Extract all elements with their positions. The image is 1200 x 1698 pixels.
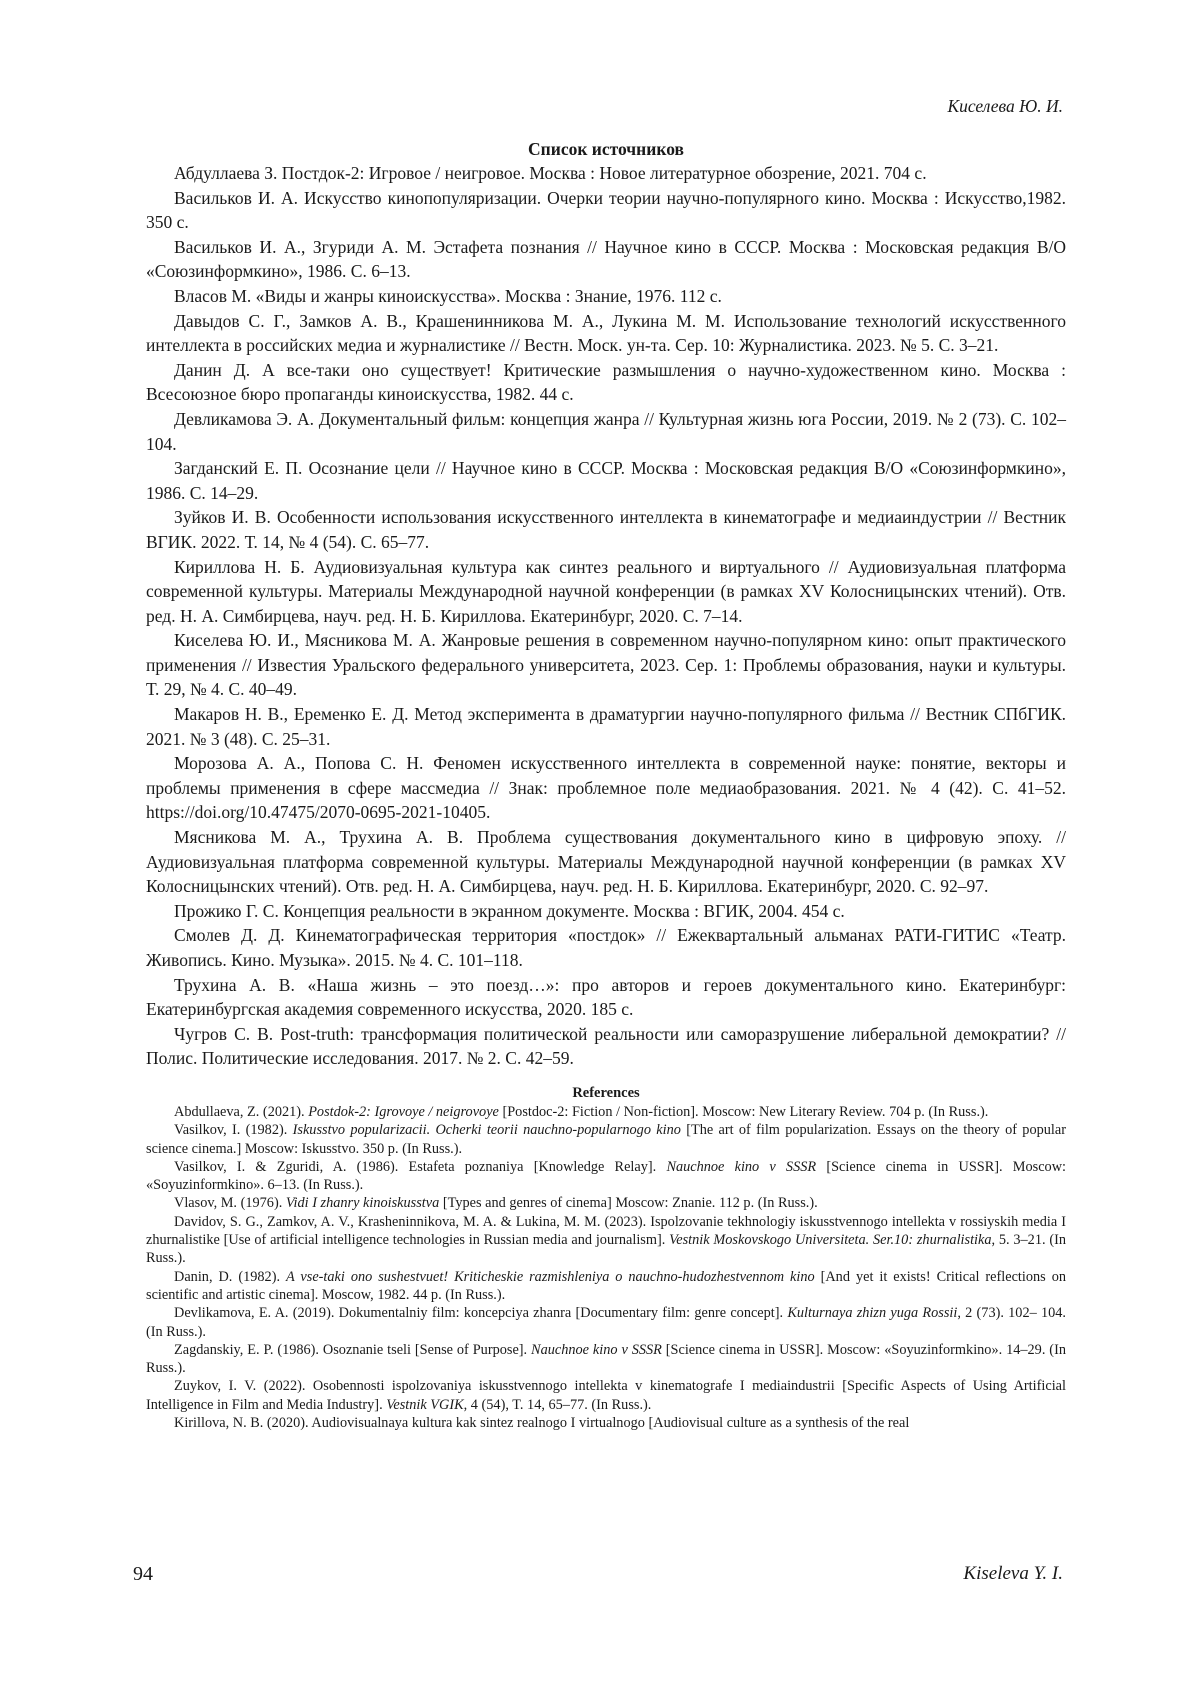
- reference-text-tail: [Science cinema in USSR]. Moscow: «Soyuzinformkino». 14–29. (In Russ.).: [146, 1341, 1066, 1377]
- reference-title-italic: Vestnik VGIK: [386, 1396, 464, 1413]
- page-body: [146, 138, 1066, 1432]
- reference-entry: [146, 1194, 1066, 1212]
- reference-text-tail: , 5. 3–21. (In Russ.).: [146, 1232, 1066, 1267]
- reference-text: Zuykov, I. V. (2022). Osobennosti ispolzovaniya iskusstvennogo intellekta v kinematografe I mediaindustrii [Specific Aspects of Using Artificial Intelligence in Film and Media Industry].: [146, 1378, 1066, 1413]
- reference-text-tail: , 4 (54), T. 14, 65–77. (In Russ.).: [463, 1396, 652, 1413]
- source-entry: Давыдов С. Г., Замков А. В., Крашенинникова М. А., Лукина М. М. Использование технологий искусственного интеллекта в российских медиа и журналистике // Вестн. Моск. ун-та. Сер. 10: Журналистика. 2023. № 5. С. 3–21.: [146, 310, 1066, 356]
- reference-entry: [146, 1304, 1066, 1341]
- reference-title-italic: Kulturnaya zhizn yuga Rossii: [787, 1305, 958, 1322]
- source-entry: Загданский Е. П. Осознание цели // Научное кино в СССР. Москва : Московская редакция В/О «Союзинформкино», 1986. С. 14–29.: [146, 458, 1066, 503]
- reference-text-tail: [Postdoc-2: Fiction / Non-fiction]. Moscow: New Literary Review. 704 p. (In Russ.).: [498, 1103, 989, 1120]
- reference-text-tail: [The art of film popularization. Essays on the theory of popular science cinema.] Moscow: Iskusstvo. 350 p. (In Russ.).: [146, 1122, 1066, 1157]
- reference-text: Zagdanskiy, E. P. (1986). Osoznanie tseli [Sense of Purpose].: [174, 1341, 532, 1358]
- reference-text-tail: [And yet it exists! Critical reflections on scientific and artistic cinema]. Moscow, 1982. 44 p. (In Russ.).: [146, 1268, 1066, 1303]
- reference-text-tail: [Types and genres of cinema] Moscow: Znanie. 112 p. (In Russ.).: [439, 1195, 818, 1212]
- reference-title-italic: Vidi I zhanry kinoiskusstva: [285, 1195, 440, 1212]
- source-entry: Васильков И. А. Искусство кинопопуляризации. Очерки теории научно-популярного кино. Москва : Искусство,1982. 350 с.: [146, 187, 1066, 233]
- reference-text: Abdullaeva, Z. (2021).: [174, 1103, 309, 1120]
- reference-title-italic: Iskusstvo popularizacii. Ocherki teorii nauchno-popularnogo kino: [292, 1122, 681, 1139]
- reference-entry: [146, 1268, 1066, 1305]
- reference-text: Davidov, S. G., Zamkov, A. V., Krasheninnikova, M. A. & Lukina, M. M. (2023). Ispolzovanie tekhnologiy iskusstvennogo intellekta v rossiyskih media I zhurnalistike [Use of artificial intelligence technologies in Russian media and journalism].: [146, 1213, 1066, 1249]
- reference-title-italic: Postdok-2: Igrovoye / neigrovoye: [308, 1103, 499, 1120]
- source-entry: Смолев Д. Д. Кинематографическая территория «постдок» // Ежеквартальный альманах РАТИ-ГИТИС «Театр. Живопись. Кино. Музыка». 2015. № 4. С. 101–118.: [146, 925, 1066, 970]
- reference-text: Devlikamova, E. A. (2019). Dokumentalniy film: koncepciya zhanra [Documentary film: genre concept].: [174, 1305, 788, 1322]
- source-entry: Абдуллаева З. Постдок-2: Игровое / неигровое. Москва : Новое литературное обозрение, 2021. 704 с.: [174, 163, 927, 183]
- footer-author: Kiseleva Y. I.: [963, 1563, 1063, 1584]
- reference-entry: [146, 1414, 1066, 1432]
- source-entry: Васильков И. А., Згуриди А. М. Эстафета познания // Научное кино в СССР. Москва : Московская редакция В/О «Союзинформкино», 1986. С. 6–13.: [146, 236, 1066, 282]
- references-title: References: [572, 1084, 640, 1101]
- sources-title: Список источников: [528, 139, 684, 159]
- reference-text: Danin, D. (1982).: [174, 1268, 286, 1285]
- source-entry: Мясникова М. А., Трухина А. В. Проблема существования документального кино в цифровую эпоху. // Аудиовизуальная платформа современной культуры. Материалы Международной научной конференции (в рамках XV Колосницынских чтений). Отв. ред. Н. А. Симбирцева, науч. ред. Н. Б. Кириллова. Екатеринбург, 2020. С. 92–97.: [146, 827, 1066, 897]
- reference-text: Vlasov, M. (1976).: [174, 1195, 286, 1212]
- reference-entry: [146, 1377, 1066, 1414]
- running-head: Киселева Ю. И.: [947, 96, 1063, 116]
- reference-title-italic: Vestnik Moskovskogo Universiteta. Ser.10: zhurnalistika: [669, 1232, 992, 1249]
- reference-text-tail: , 2 (73). 102– 104. (In Russ.).: [146, 1305, 1067, 1340]
- reference-entry: [146, 1213, 1066, 1268]
- reference-entry: [146, 1121, 1066, 1158]
- references-list: [146, 1103, 1066, 1432]
- source-entry: Данин Д. А все-таки оно существует! Критические размышления о научно-художественном кино. Москва : Всесоюзное бюро пропаганды киноискусства, 1982. 44 с.: [146, 359, 1066, 405]
- reference-title-italic: Nauchnoe kino v SSSR: [531, 1341, 662, 1358]
- source-entry: Кириллова Н. Б. Аудиовизуальная культура как синтез реального и виртуального // Аудиовизуальная платформа современной культуры. Материалы Международной научной конференции (в рамках XV Колосницынских чтений). Отв. ред. Н. А. Симбирцева, науч. ред. Н. Б. Кириллова. Екатеринбург, 2020. С. 7–14.: [146, 556, 1066, 626]
- source-entry: Морозова А. А., Попова С. Н. Феномен искусственного интеллекта в современной науке: понятие, векторы и проблемы применения в сфере массмедиа // Знак: проблемное поле медиаобразования. 2021. № 4 (42). С. 41–52. https://doi.org/10.47475/2070-0695-2021-10405.: [146, 753, 1066, 823]
- reference-text: Kirillova, N. B. (2020). Audiovisualnaya kultura kak sintez realnogo I virtualnogo [Audiovisual culture as a synthesis of the real: [174, 1415, 910, 1432]
- source-entry: Макаров Н. В., Еременко Е. Д. Метод эксперимента в драматургии научно-популярного фильма // Вестник СПбГИК. 2021. № 3 (48). С. 25–31.: [146, 704, 1066, 749]
- page-number: 94: [133, 1563, 153, 1585]
- reference-title-italic: Nauchnoe kino v SSSR: [666, 1158, 817, 1175]
- reference-entry: [146, 1341, 1066, 1378]
- source-entry: Девликамова Э. А. Документальный фильм: концепция жанра // Культурная жизнь юга России, 2019. № 2 (73). С. 102–104.: [146, 408, 1066, 454]
- source-entry: Прожико Г. С. Концепция реальности в экранном документе. Москва : ВГИК, 2004. 454 с.: [174, 900, 845, 921]
- sources-list: [146, 161, 1066, 1071]
- reference-text: Vasilkov, I. (1982).: [174, 1122, 293, 1139]
- reference-entry: [146, 1103, 1066, 1121]
- source-entry: Трухина А. В. «Наша жизнь – это поезд…»: про авторов и героев документального кино. Екатеринбург: Екатеринбургская академия современного искусства, 2020. 185 с.: [146, 974, 1066, 1020]
- reference-text-tail: [Science cinema in USSR]. Moscow: «Soyuzinformkino». 6–13. (In Russ.).: [146, 1158, 1066, 1194]
- reference-entry: [146, 1158, 1066, 1195]
- reference-title-italic: A vse-taki ono sushestvuet! Kriticheskie razmishleniya o nauchno-hudozhestvennom kino: [285, 1268, 815, 1285]
- source-entry: Чугров С. В. Post-truth: трансформация политической реальности или саморазрушение либеральной демократии? // Полис. Политические исследования. 2017. № 2. С. 42–59.: [146, 1023, 1066, 1069]
- source-entry: Зуйков И. В. Особенности использования искусственного интеллекта в кинематографе и медиаиндустрии // Вестник ВГИК. 2022. Т. 14, № 4 (54). С. 65–77.: [146, 507, 1066, 552]
- source-entry: Власов М. «Виды и жанры киноискусства». Москва : Знание, 1976. 112 с.: [174, 285, 722, 306]
- reference-text: Vasilkov, I. & Zguridi, A. (1986). Estafeta poznaniya [Knowledge Relay].: [174, 1158, 667, 1175]
- source-entry: Киселева Ю. И., Мясникова М. А. Жанровые решения в современном научно-популярном кино: опыт практического применения // Известия Уральского федерального университета, 2023. Сер. 1: Проблемы образования, науки и культуры. Т. 29, № 4. С. 40–49.: [146, 630, 1066, 700]
